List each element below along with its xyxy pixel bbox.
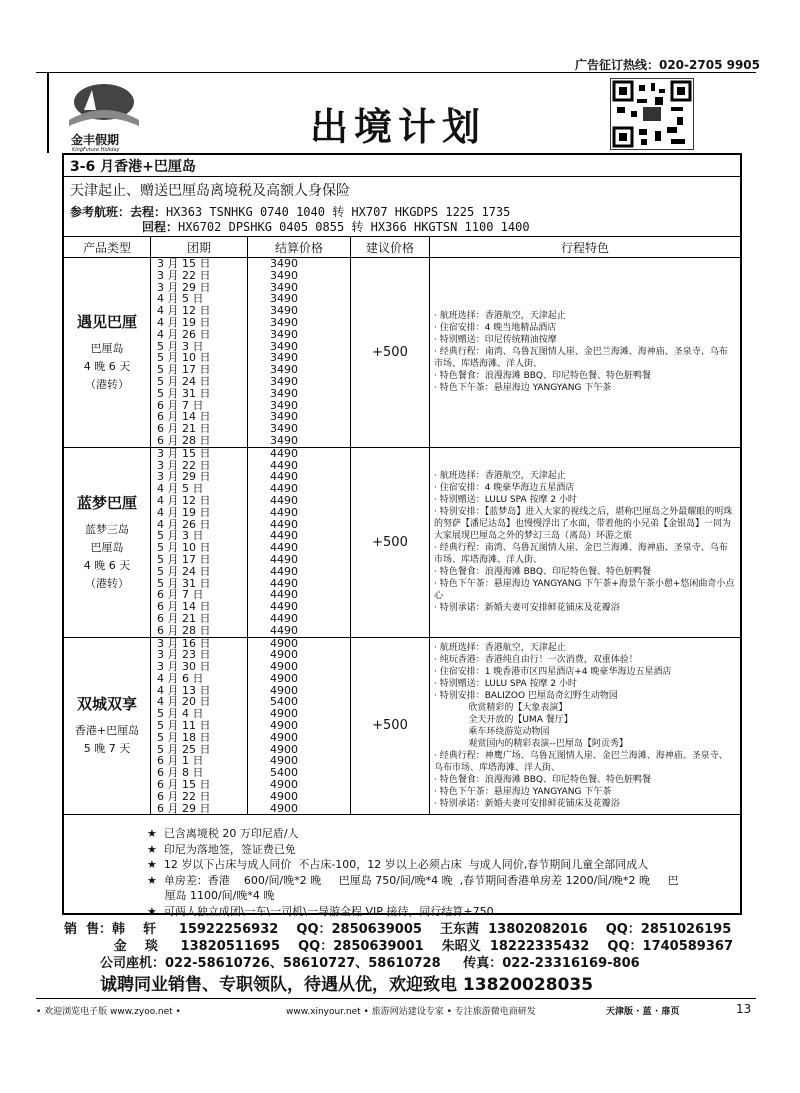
feature-item: · 特别赠送：印尼传统精油按摩 [434,335,557,346]
feature-item: · 经典行程：神鹰广场、乌鲁瓦图情人崖、金巴兰海滩、海神庙、圣泉寺、乌布市场、库塔海滩、洋人街、 [434,750,728,773]
settlement-price: 4490 [270,505,298,519]
contacts-line-2: 金 琰 13820511695 QQ：2850639001 朱昭义 18222335432 QQ：1740589367 [64,939,733,954]
settlement-price: 4900 [270,683,298,697]
feature-item: · 纯玩香港：香港纯自由行！一次消费，双重体验！ [434,654,638,665]
departure-date: 6 月 15 日 [157,778,211,792]
departure-date: 3 月 29 日 [157,280,211,294]
feature-item: 全天开放的【UMA 餐厅】 [434,714,573,725]
outbound-flight: HX363 TSNHKG 0740 1040 转 HX707 HKGDPS 1225 1735 [166,205,511,219]
note-item: ★ 12 岁以下占床与成人同价 不占床-100，12 岁以上必须占床 与成人同价,春节期间儿童全部同成人 [147,858,649,872]
departure-date: 6 月 8 日 [157,766,204,780]
settlement-price: 4900 [270,671,298,685]
departure-date: 4 月 19 日 [157,505,211,519]
footer-left[interactable]: • 欢迎浏览电子版 www.zyoo.net • [36,1007,181,1017]
date-list [151,258,248,448]
settlement-price: 4900 [270,707,298,721]
footer-mid[interactable]: www.xinyour.net • 旅游网站建设专家 • 专注旅游微电商研发 [286,1007,536,1017]
feature-item: · 住宿安排：1 晚香港市区四星酒店+4 晚豪华海边五星酒店 [434,666,672,677]
departure-date: 5 月 25 日 [157,742,211,756]
suggested-price: +500 [351,637,430,815]
departure-date: 5 月 11 日 [157,719,211,733]
settlement-price: 4490 [270,588,298,602]
feature-item: · 特别安排：【蓝梦岛】进入大家的视线之后，堪称巴厘岛之外最耀眼的明珠的努萨【潘尼达岛】也慢慢浮出了水面，带着他的小兄弟【金银岛】一同为大家展现巴厘岛之外的梦幻三岛（离岛）环游之旅 [434,507,733,542]
departure-date: 5 月 3 日 [157,529,204,543]
departure-date: 4 月 26 日 [157,517,211,531]
departure-date: 6 月 28 日 [157,623,211,637]
settlement-price: 3490 [270,304,298,318]
settlement-price: 4900 [270,789,298,803]
feature-item: 欣赏精彩的【大象表演】 [434,702,568,713]
notes-list [147,826,679,920]
settlement-price: 3490 [270,280,298,294]
logo-name-en: KingFuture Holiday [72,147,120,153]
settlement-price: 4490 [270,600,298,614]
settlement-price: 4490 [270,623,298,637]
settlement-price: 4900 [270,648,298,662]
feature-item: · 特色下午茶：悬崖海边 YANGYANG 下午茶 [434,383,612,394]
outbound-label: 去程： [130,205,167,219]
settlement-price: 4490 [270,482,298,496]
note-item: 厘岛 1100/间/晚*4 晚 [147,889,275,903]
departure-date: 5 月 31 日 [157,576,211,590]
product-cell [64,258,151,448]
settlement-price: 3490 [270,398,298,412]
recruit-banner: 诚聘同业销售、专职领队，待遇从优，欢迎致电 13820028035 [100,975,594,995]
feature-list [430,447,741,637]
feature-item: · 特色餐食：浪漫海滩 BBQ、印尼特色餐、特色脏鸭餐 [434,774,652,785]
feature-item: · 特别赠送：LULU SPA 按摩 2 小时 [434,495,577,506]
settlement-price: 4490 [270,552,298,566]
departure-date: 6 月 22 日 [157,789,211,803]
table-header-row [64,237,741,258]
settlement-price: 4900 [270,730,298,744]
product-desc-line: 4 晚 6 天 [83,359,131,373]
settlement-price: 3490 [270,351,298,365]
departure-date: 4 月 5 日 [157,482,204,496]
settlement-price: 3490 [270,433,298,447]
product-row [64,258,741,448]
settlement-price: 3490 [270,374,298,388]
route-divider [62,176,742,177]
departure-date: 4 月 19 日 [157,315,211,329]
product-cell [64,637,151,815]
feature-item: · 航班选择：香港航空，天津起止 [434,471,566,482]
departure-date: 5 月 24 日 [157,564,211,578]
header-suggest: 建议价格 [351,237,430,258]
ad-hotline: 广告征订热线：020-2705 9905 [574,58,760,72]
settlement-price: 4490 [270,517,298,531]
settlement-price: 4490 [270,493,298,507]
feature-item: · 特别承诺：新婚夫妻可安排鲜花铺床及花瓣浴 [434,603,620,614]
price-list [248,637,351,815]
departure-date: 3 月 16 日 [157,636,211,650]
product-row [64,447,741,637]
flight-return [142,218,530,235]
product-desc-line: 香港+巴厘岛 [74,724,140,738]
suggested-price: +500 [351,447,430,637]
departure-date: 4 月 26 日 [157,327,211,341]
settlement-price: 4900 [270,636,298,650]
departure-date: 4 月 12 日 [157,304,211,318]
price-list [248,447,351,637]
departure-date: 4 月 13 日 [157,683,211,697]
settlement-price: 3490 [270,386,298,400]
header-features: 行程特色 [430,237,741,258]
settlement-price: 5400 [270,695,298,709]
feature-item: · 特色餐食：浪漫海滩 BBQ、印尼特色餐、特色脏鸭餐 [434,567,652,578]
feature-item: 观赏国内的精彩表演--巴厘岛【阿贡秀】 [434,738,628,749]
feature-item: 乘车环绕游览动物园 [434,726,550,737]
product-desc-line: 4 晚 6 天 [83,558,131,572]
product-desc-line: 蓝梦三岛 [85,522,129,536]
feature-list [430,637,741,815]
departure-date: 4 月 12 日 [157,493,211,507]
return-flight: HX6702 DPSHKG 0405 0855 转 HX366 HKGTSN 1100 1400 [178,220,530,234]
product-desc-line: 巴厘岛 [90,540,124,554]
settlement-price: 4900 [270,754,298,768]
settlement-price: 3490 [270,363,298,377]
qr-code-icon[interactable] [610,78,694,150]
settlement-price: 3490 [270,422,298,436]
settlement-price: 3490 [270,268,298,282]
logo-name-cn: 金丰假期 [71,133,120,147]
settlement-price: 4900 [270,778,298,792]
product-table [63,236,741,815]
departure-date: 3 月 15 日 [157,446,211,460]
departure-date: 6 月 7 日 [157,588,204,602]
departure-date: 3 月 30 日 [157,660,211,674]
flight-label: 参考航班： [70,205,131,219]
departure-date: 5 月 24 日 [157,374,211,388]
product-name: 遇见巴厘 [76,312,137,331]
departure-date: 5 月 3 日 [157,339,204,353]
header-product: 产品类型 [64,237,151,258]
settlement-price: 4490 [270,541,298,555]
departure-date: 6 月 7 日 [157,398,204,412]
feature-item: · 特别承诺：新婚夫妻可安排鲜花铺床及花瓣浴 [434,798,620,809]
departure-date: 5 月 4 日 [157,707,204,721]
settlement-price: 4490 [270,458,298,472]
feature-list [430,258,741,448]
return-label: 回程： [142,220,179,234]
feature-item: · 特别赠送：LULU SPA 按摩 2 小时 [434,678,577,689]
departure-date: 6 月 29 日 [157,801,211,815]
settlement-price: 4900 [270,801,298,815]
feature-item: · 住宿安排：4 晚当地精品酒店 [434,323,557,334]
contacts-line-1: 销 售：韩 轩 15922256932 QQ：2850639005 王东茜 13802082016 QQ：2851026195 [64,922,732,937]
settlement-price: 3490 [270,339,298,353]
product-desc-line: 5 晚 7 天 [83,742,131,756]
settlement-price: 4900 [270,660,298,674]
settlement-price: 3490 [270,315,298,329]
departure-date: 5 月 10 日 [157,541,211,555]
product-desc [64,340,150,394]
feature-item: · 特色餐食：浪漫海滩 BBQ、印尼特色餐、特色脏鸭餐 [434,371,652,382]
route-title: 3-6 月香港+巴厘岛 [70,159,196,175]
product-desc-line: （港转） [85,576,129,590]
product-name: 蓝梦巴厘 [76,493,137,512]
note-item: ★ 可两人独立成团\一车\一司机\一导游全程 VIP 接待，同行结算+750 [147,904,494,918]
settlement-price: 3490 [270,410,298,424]
departure-date: 3 月 22 日 [157,268,211,282]
settlement-price: 4490 [270,576,298,590]
departure-date: 4 月 5 日 [157,292,204,306]
departure-date: 6 月 14 日 [157,410,211,424]
settlement-price: 4490 [270,470,298,484]
subtitle: 天津起止、赠送巴厘岛离境税及高额人身保险 [70,183,350,199]
product-desc [64,521,150,593]
departure-date: 5 月 17 日 [157,552,211,566]
settlement-price: 4490 [270,611,298,625]
settlement-price: 4490 [270,529,298,543]
settlement-price: 4490 [270,564,298,578]
settlement-price: 4900 [270,719,298,733]
note-item: ★ 已含离境税 20 万印尼盾/人 [147,827,299,840]
feature-item: · 航班选择：香港航空，天津起止 [434,642,566,653]
product-row [64,637,741,815]
departure-date: 5 月 10 日 [157,351,211,365]
departure-date: 5 月 18 日 [157,730,211,744]
note-item: ★ 单房差：香港 600/间/晚*2 晚 巴厘岛 750/间/晚*4 晚 ,春节期间香港单房差 1200/间/晚*2 晚 巴 [147,873,679,887]
page-number: 13 [736,1002,752,1016]
settlement-price: 3490 [270,257,298,270]
contacts-line-3: 公司座机：022-58610726、58610727、58610728 传真：022-23316169-806 [100,956,640,971]
product-desc [64,722,150,758]
date-list [151,637,248,815]
departure-date: 3 月 15 日 [157,257,211,270]
departure-date: 4 月 6 日 [157,671,204,685]
product-desc-line: 巴厘岛 [90,341,124,355]
feature-item: · 住宿安排：4 晚豪华海边五星酒店 [434,483,575,494]
product-cell [64,447,151,637]
settlement-price: 4490 [270,446,298,460]
departure-date: 3 月 22 日 [157,458,211,472]
price-list [248,258,351,448]
departure-date: 6 月 1 日 [157,754,204,768]
settlement-price: 3490 [270,327,298,341]
settlement-price: 4900 [270,742,298,756]
product-desc-line: （港转） [85,377,129,391]
departure-date: 3 月 29 日 [157,470,211,484]
feature-item: · 航班选择：香港航空，天津起止 [434,311,566,322]
feature-item: · 经典行程：南湾、乌鲁瓦图情人崖、金巴兰海滩、海神庙、圣泉寺、乌布市场、库塔海滩、洋人街、 [434,347,728,370]
feature-item: · 特别安排：BALIZOO 巴厘岛奇幻野生动物园 [434,690,618,701]
departure-date: 5 月 17 日 [157,363,211,377]
date-list [151,447,248,637]
product-name: 双城双享 [76,695,137,714]
header-price: 结算价格 [248,237,351,258]
note-item: ★ 印尼为落地签，签证费已免 [147,842,296,856]
suggested-price: +500 [351,258,430,448]
settlement-price: 5400 [270,766,298,780]
footer-divider [36,998,756,999]
settlement-price: 3490 [270,292,298,306]
feature-item: · 特色下午茶：悬崖海边 YANGYANG 下午茶 [434,786,612,797]
feature-item: · 经典行程：南湾、乌鲁瓦图情人崖、金巴兰海滩、海神庙、圣泉寺、乌布市场、库塔海滩、洋人街、 [434,543,728,566]
departure-date: 6 月 21 日 [157,611,211,625]
departure-date: 3 月 23 日 [157,648,211,662]
page-title: 出境计划 [310,105,487,149]
header-dates: 团期 [151,237,248,258]
departure-date: 6 月 21 日 [157,422,211,436]
departure-date: 6 月 14 日 [157,600,211,614]
departure-date: 6 月 28 日 [157,433,211,447]
departure-date: 5 月 31 日 [157,386,211,400]
footer-edition: 天津版 · 蓝 · 扉页 [606,1007,680,1017]
feature-item: · 特色下午茶：悬崖海边 YANGYANG 下午茶+海景午茶小憩+悠闲曲奇小点心 [434,579,735,602]
departure-date: 4 月 20 日 [157,695,211,709]
